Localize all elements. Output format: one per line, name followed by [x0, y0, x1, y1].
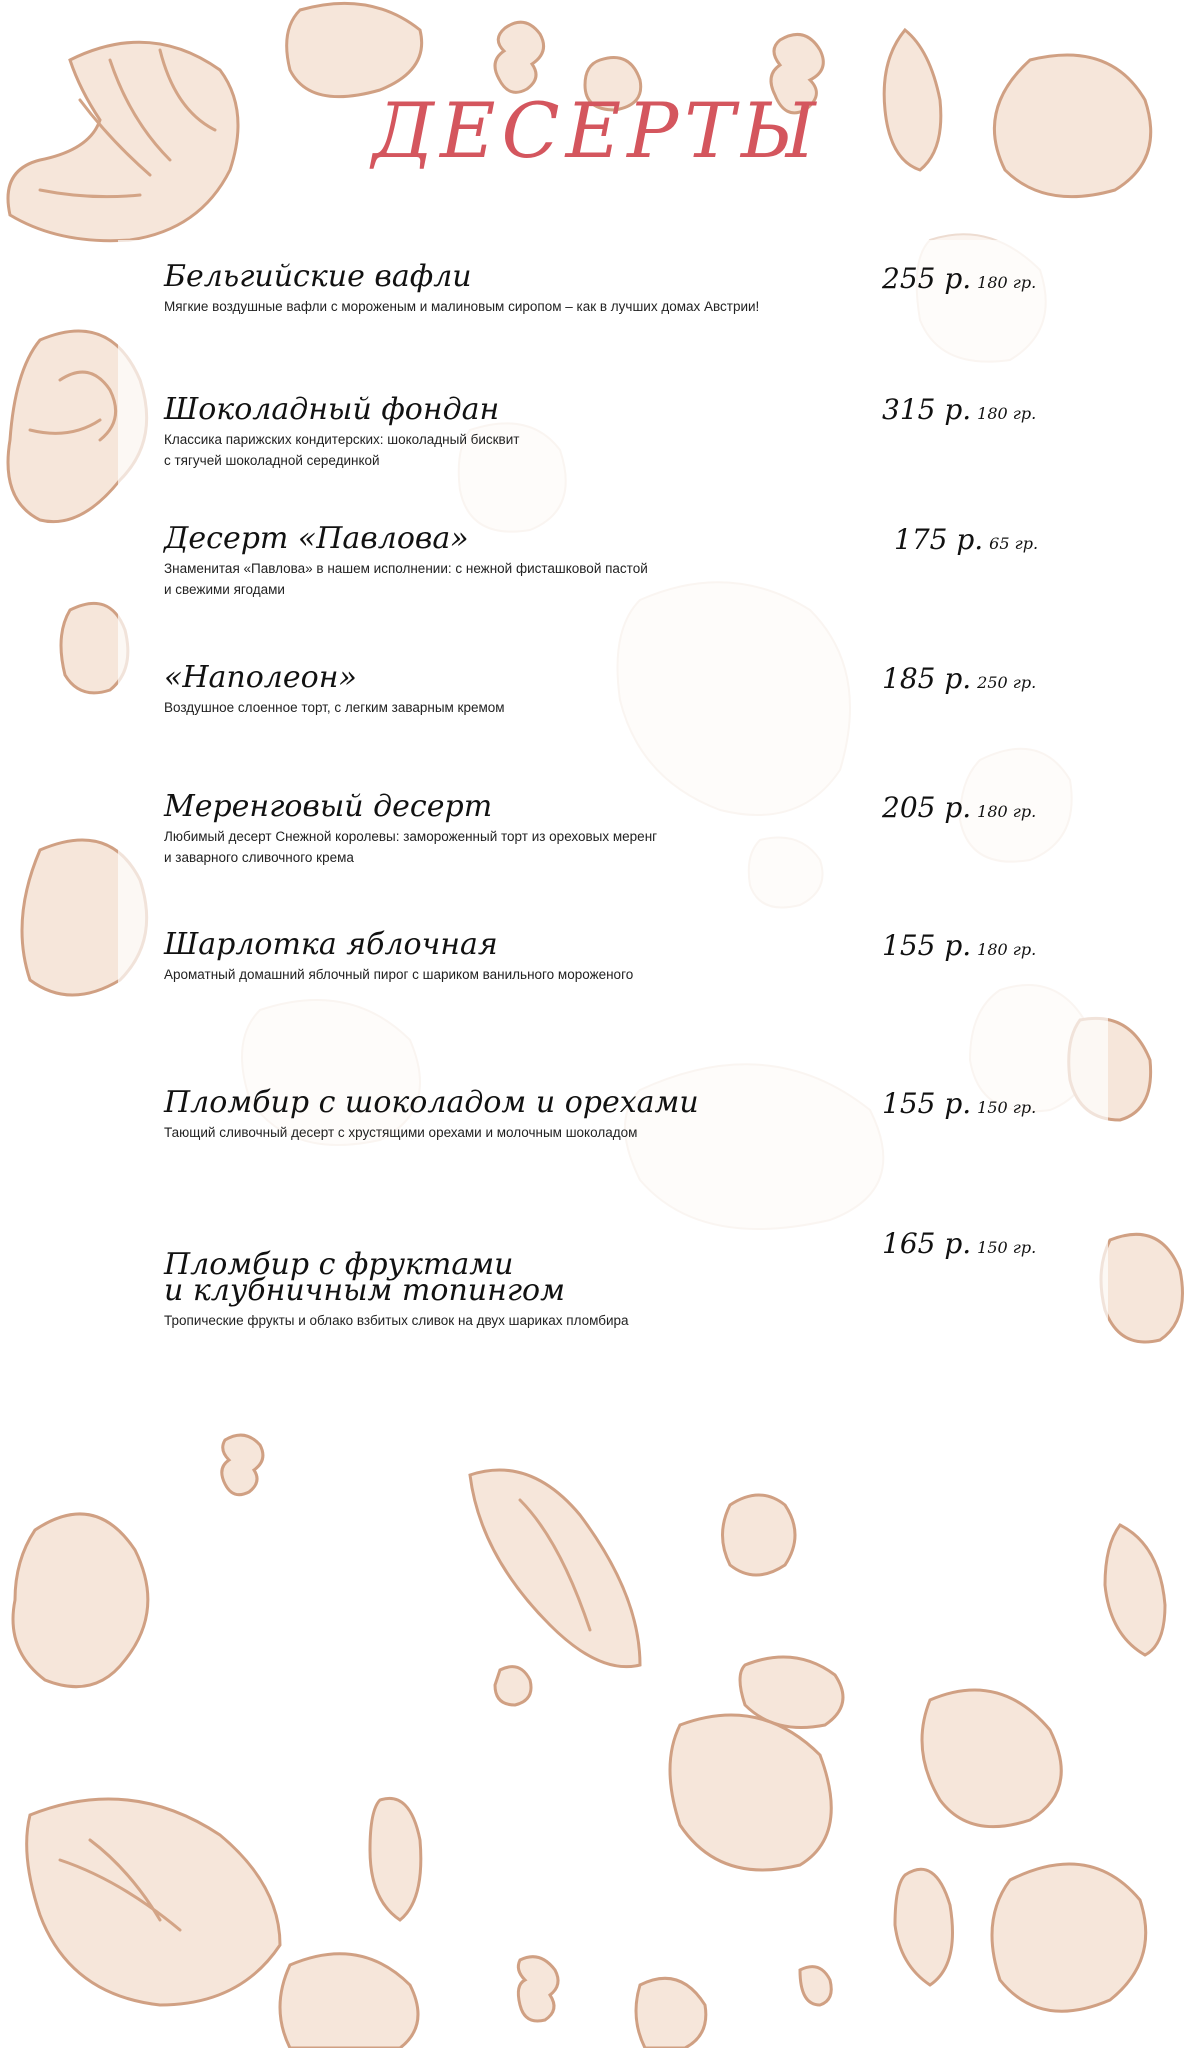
portion-weight: 65 гр. — [989, 534, 1039, 553]
menu-item-name: Шоколадный фондан — [164, 392, 500, 427]
price-amount: 175 р. — [894, 523, 984, 556]
menu-item-price — [894, 523, 1134, 556]
menu-item-price — [882, 1227, 1122, 1260]
price-amount: 165 р. — [882, 1227, 972, 1260]
price-amount: 255 р. — [882, 262, 972, 295]
portion-weight: 180 гр. — [977, 802, 1037, 821]
menu-item-name: Бельгийские вафли — [164, 259, 472, 294]
menu-item-description: Классика парижских кондитерских: шоколадный бисквит с тягучей шоколадной серединкой — [164, 432, 520, 468]
pastry-sketches-bottom — [13, 1435, 1165, 2048]
menu-item-name: «Наполеон» — [164, 660, 357, 695]
price-amount: 155 р. — [882, 1087, 972, 1120]
menu-item-description: Ароматный домашний яблочный пирог с шариком ванильного мороженого — [164, 967, 634, 982]
menu-item-price — [882, 393, 1122, 426]
price-amount: 315 р. — [882, 393, 972, 426]
menu-item-price — [882, 929, 1122, 962]
menu-item-description: Тропические фрукты и облако взбитых сливок на двух шариках пломбира — [164, 1313, 629, 1328]
menu-title: ДЕСЕРТЫ — [372, 86, 822, 175]
portion-weight: 180 гр. — [977, 940, 1037, 959]
menu-item-price — [882, 662, 1122, 695]
menu-item-description: Воздушное слоенное торт, с легким заварным кремом — [164, 700, 505, 715]
portion-weight: 180 гр. — [977, 404, 1037, 423]
price-amount: 185 р. — [882, 662, 972, 695]
portion-weight: 250 гр. — [977, 673, 1037, 692]
menu-item-description: Мягкие воздушные вафли с мороженым и малиновым сиропом – как в лучших домах Австрии! — [164, 299, 760, 314]
portion-weight: 150 гр. — [977, 1238, 1037, 1257]
menu-item-price — [882, 262, 1122, 295]
menu-item-price — [882, 1087, 1122, 1120]
menu-item-name: Шарлотка яблочная — [164, 927, 498, 962]
price-amount: 155 р. — [882, 929, 972, 962]
menu-item-name: Десерт «Павлова» — [164, 521, 469, 556]
menu-item-description: Знаменитая «Павлова» в нашем исполнении: с нежной фисташковой пастой и свежими ягодами — [164, 561, 648, 597]
menu-item-name: Пломбир с фруктами и клубничным топингом — [164, 1247, 565, 1308]
menu-item-description: Любимый десерт Снежной королевы: замороженный торт из ореховых меренг и заварного сливочного крема — [164, 829, 658, 865]
menu-item-name: Меренговый десерт — [164, 789, 493, 824]
portion-weight: 180 гр. — [977, 273, 1037, 292]
menu-item-name: Пломбир с шоколадом и орехами — [164, 1085, 699, 1120]
menu-item-price — [882, 791, 1122, 824]
menu-item-description: Тающий сливочный десерт с хрустящими орехами и молочным шоколадом — [164, 1125, 638, 1140]
price-amount: 205 р. — [882, 791, 972, 824]
portion-weight: 150 гр. — [977, 1098, 1037, 1117]
